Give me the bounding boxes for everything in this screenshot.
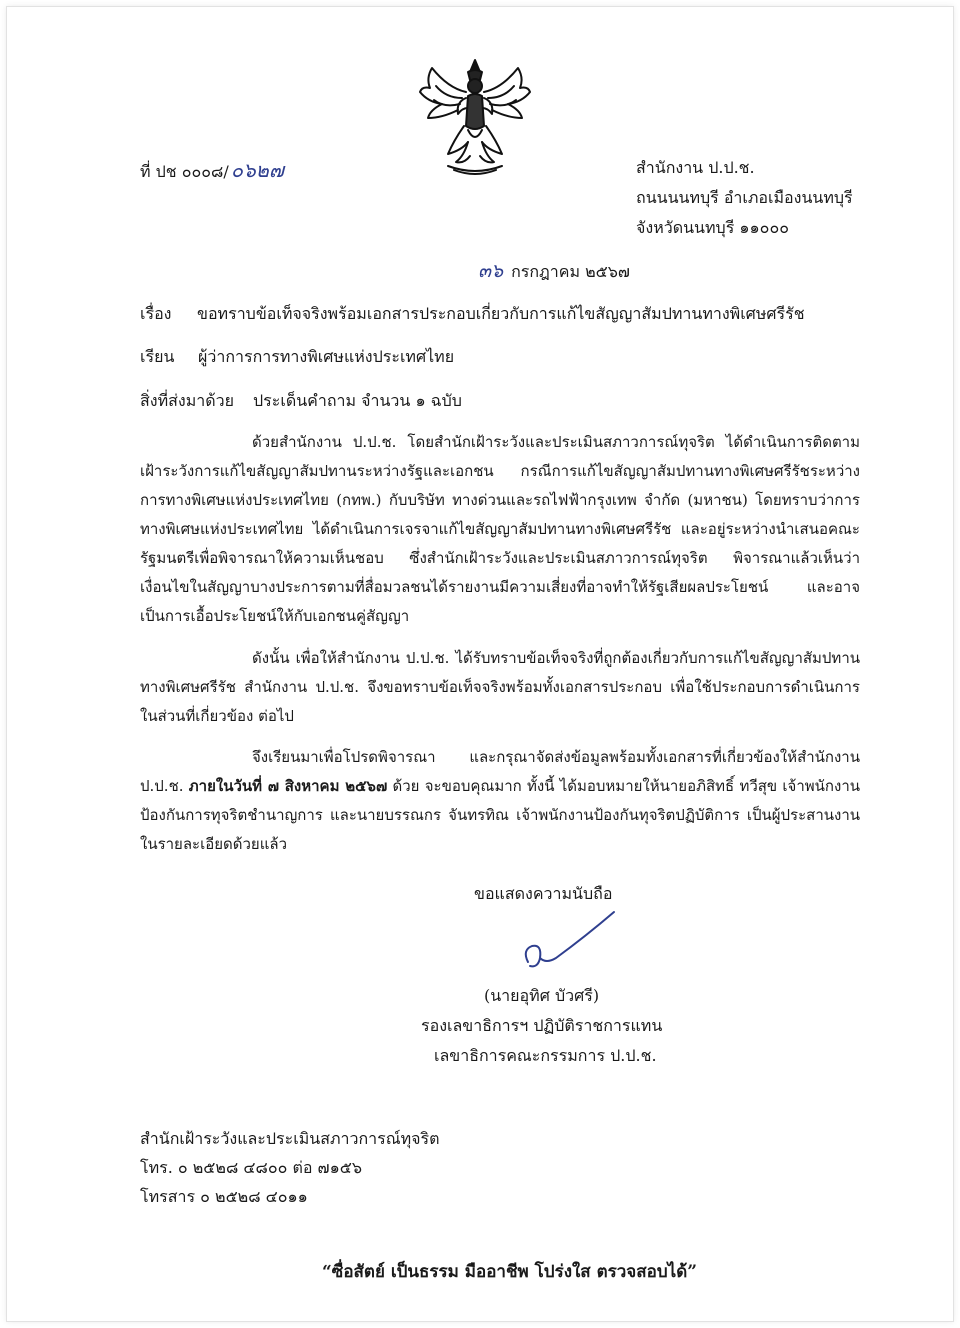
recipient-text: ผู้ว่าการการทางพิเศษแห่งประเทศไทย <box>198 347 455 366</box>
deadline-bold: ภายในวันที่ ๗ สิงหาคม ๒๕๖๗ <box>188 777 388 795</box>
subject-label: เรื่อง <box>140 304 172 323</box>
document-number-handwritten: ๐๖๒๗ <box>230 158 284 182</box>
sender-address-line-1: สำนักงาน ป.ป.ช. <box>636 158 755 177</box>
footer-department: สำนักเฝ้าระวังและประเมินสภาวการณ์ทุจริต <box>140 1129 440 1148</box>
signer-position-1: รองเลขาธิการฯ ปฏิบัติราชการแทน <box>421 1016 663 1035</box>
body-paragraph-3 <box>140 743 860 859</box>
body-paragraph-3-after: ด้วย จะขอบคุณมาก ทั้งนี้ ได้มอบหมายให้นายอภิสิทธิ์ ทวีสุข เจ้าพนักงานป้องกันการทุจริตชำนาญการ และนายบรรณกร จันทรทิณ เจ้าพนักงานป้องกันทุจริตปฏิบัติการ เป็นผู้ประสานงานในรายละเอียดด้วยแล้ว <box>140 777 860 853</box>
garuda-emblem-icon <box>418 58 532 178</box>
signature-icon <box>516 908 620 978</box>
document-number <box>140 160 284 180</box>
body-paragraph-3-before: จึงเรียนมาเพื่อโปรดพิจารณา และกรุณาจัดส่งข้อมูลพร้อมทั้งเอกสารที่เกี่ยวข้องให้สำนักงาน ป.ป.ช. <box>140 748 860 795</box>
subject-text: ขอทราบข้อเท็จจริงพร้อมเอกสารประกอบเกี่ยวกับการแก้ไขสัญญาสัมปทานทางพิเศษศรีรัช <box>197 304 805 323</box>
footer-motto: “ซื่อสัตย์ เป็นธรรม มืออาชีพ โปร่งใส ตรวจสอบได้” <box>322 1262 698 1282</box>
date-handwritten-day: ๓๖ <box>478 260 504 282</box>
sender-address-line-3: จังหวัดนนทบุรี ๑๑๐๐๐ <box>636 218 789 237</box>
letter-date <box>478 262 630 281</box>
closing-text: ขอแสดงความนับถือ <box>474 884 613 903</box>
document-number-prefix: ที่ ปช ๐๐๐๘/ <box>140 162 229 181</box>
footer-fax: โทรสาร ๐ ๒๕๒๘ ๔๐๑๑ <box>140 1187 308 1206</box>
sender-address-line-2: ถนนนนทบุรี อำเภอเมืองนนทบุรี <box>636 188 853 207</box>
enclosure-label: สิ่งที่ส่งมาด้วย <box>140 391 234 410</box>
body-paragraph-1: ด้วยสำนักงาน ป.ป.ช. โดยสำนักเฝ้าระวังและประเมินสภาวการณ์ทุจริต ได้ดำเนินการติดตามเฝ้าระวังการแก้ไขสัญญาสัมปทานระหว่างรัฐและเอกชน กรณีการแก้ไขสัญญาสัมปทานทางพิเศษศรีรัชระหว่างการทางพิเศษแห่งประเทศไทย (กทพ.) กับบริษัท ทางด่วนและรถไฟฟ้ากรุงเทพ จำกัด (มหาชน) โดยทราบว่าการทางพิเศษแห่งประเทศไทย ได้ดำเนินการเจรจาแก้ไขสัญญาสัมปทานทางพิเศษศรีรัช และอยู่ระหว่างนำเสนอคณะรัฐมนตรีเพื่อพิจารณาให้ความเห็นชอบ ซึ่งสำนักเฝ้าระวังและประเมินสภาวการณ์ทุจริต พิจารณาแล้วเห็นว่า เงื่อนไขในสัญญาบางประการตามที่สื่อมวลชนได้รายงานมีความเสี่ยงที่อาจทำให้รัฐเสียผลประโยชน์ และอาจเป็นการเอื้อประโยชน์ให้กับเอกชนคู่สัญญา <box>140 433 860 625</box>
footer-telephone: โทร. ๐ ๒๕๒๘ ๔๘๐๐ ต่อ ๗๑๕๖ <box>140 1158 362 1177</box>
body-paragraph-2: ดังนั้น เพื่อให้สำนักงาน ป.ป.ช. ได้รับทราบข้อเท็จจริงที่ถูกต้องเกี่ยวกับการแก้ไขสัญญาสัมปทานทางพิเศษศรีรัช สำนักงาน ป.ป.ช. จึงขอทราบข้อเท็จจริงพร้อมทั้งเอกสารประกอบ เพื่อใช้ประกอบการดำเนินการในส่วนที่เกี่ยวข้อง ต่อไป <box>140 649 860 725</box>
enclosure-text: ประเด็นคำถาม จำนวน ๑ ฉบับ <box>253 391 462 410</box>
signer-position-2: เลขาธิการคณะกรรมการ ป.ป.ช. <box>434 1046 657 1065</box>
date-text: กรกฎาคม ๒๕๖๗ <box>511 262 630 281</box>
signer-name: (นายอุทิศ บัวศรี) <box>484 986 600 1005</box>
recipient-label: เรียน <box>140 347 175 366</box>
